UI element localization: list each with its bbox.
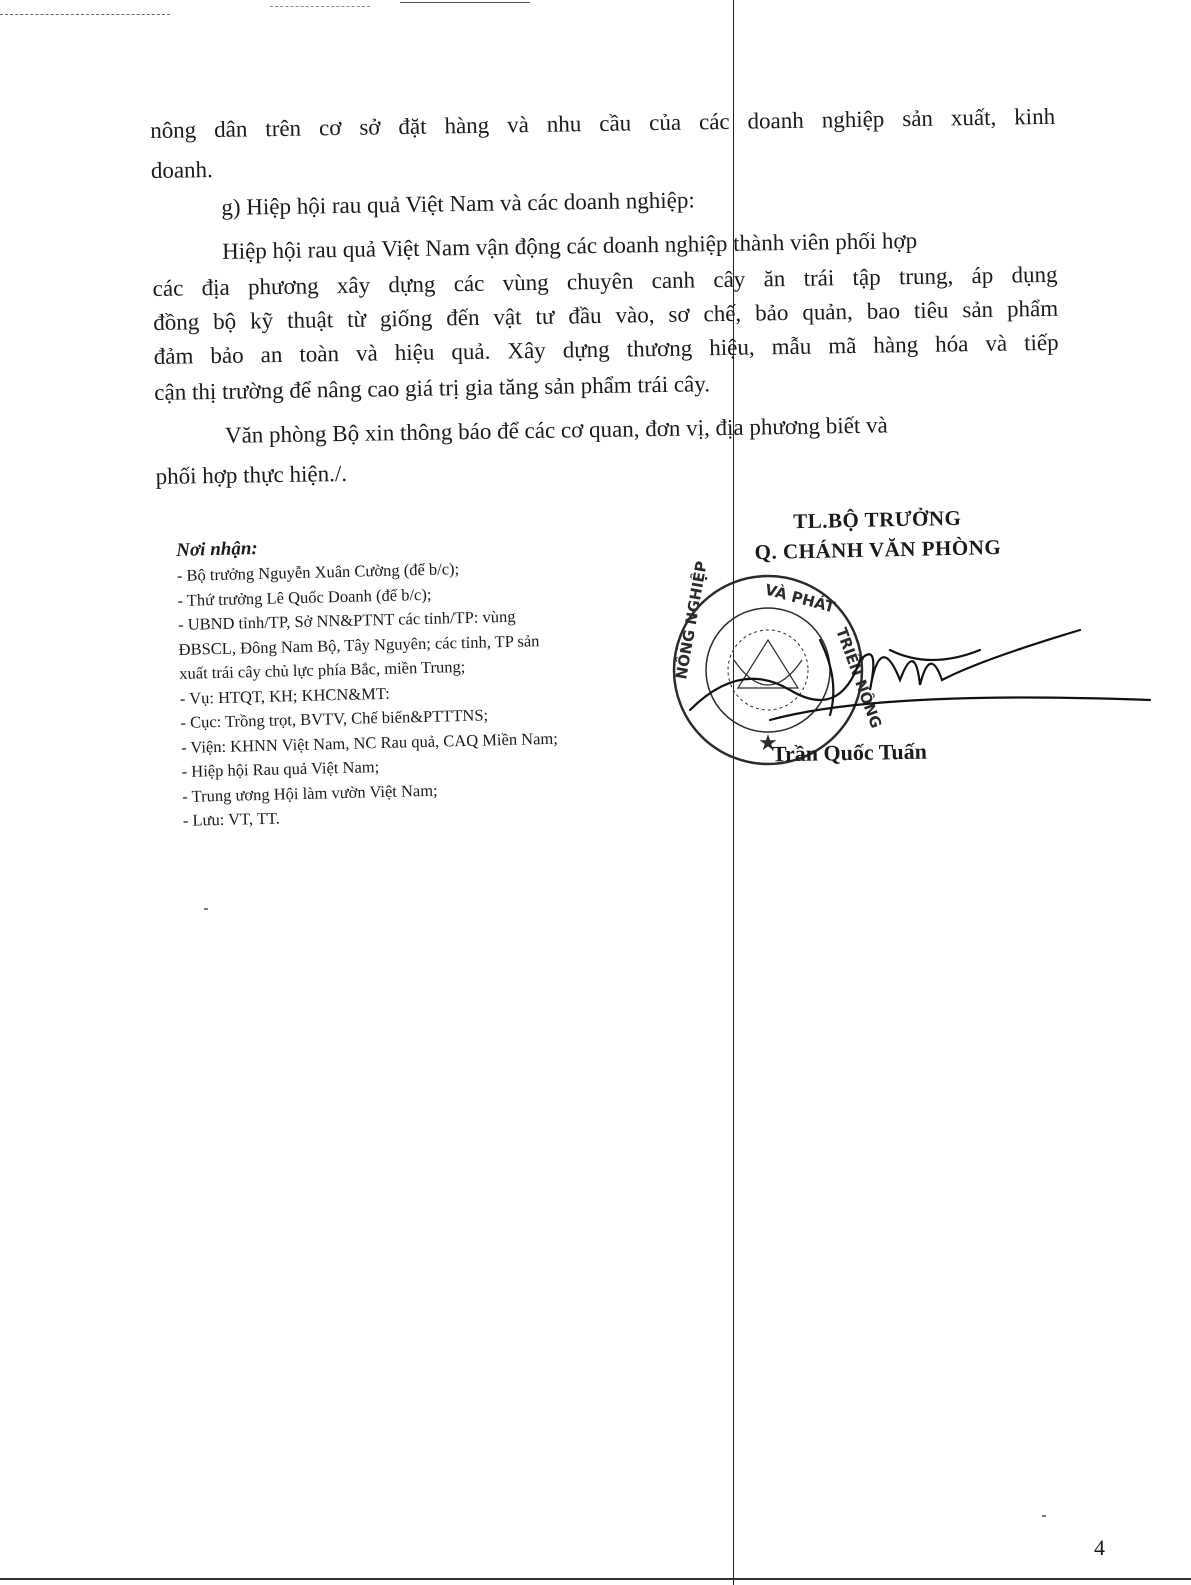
scan-artifact-dash [270, 6, 370, 7]
recipient-item: ĐBSCL, Đông Nam Bộ, Tây Nguyên; các tỉnh, TP sản [178, 630, 540, 659]
recipient-item: - UBND tỉnh/TP, Sở NN&PTNT các tỉnh/TP: vùng [177, 606, 516, 634]
page-number: 4 [1094, 1535, 1105, 1560]
svg-text:VÀ PHÁT: VÀ PHÁT [762, 580, 837, 617]
recipient-item: - Vụ: HTQT, KH; KHCN&MT: [179, 683, 390, 708]
recipient-item: - Hiệp hội Rau quả Việt Nam; [181, 757, 380, 781]
svg-text:★: ★ [758, 731, 778, 756]
scan-artifact-line [400, 2, 530, 3]
recipient-item: - Lưu: VT, TT. [182, 808, 281, 830]
signature-block [712, 501, 1043, 568]
body-line: nông dân trên cơ sở đặt hàng và nhu cầu của các doanh nghiệp sản xuất, kinh [150, 103, 1056, 143]
signer-name: Trần Quốc Tuấn [771, 738, 928, 767]
signature-title: TL.BỘ TRƯỞNG [792, 505, 962, 534]
signature-position: Q. CHÁNH VĂN PHÒNG [754, 534, 1002, 565]
body-line: Hiệp hội rau quả Việt Nam vận động các doanh nghiệp thành viên phối hợp [221, 227, 918, 264]
body-line: đảm bảo an toàn và hiệu quả. Xây dựng thương hiệu, mẫu mã hàng hóa và tiếp [153, 329, 1059, 369]
scan-speck [1042, 1515, 1046, 1517]
scan-bottom-edge [0, 1578, 1191, 1580]
recipient-item: - Viện: KHNN Việt Nam, NC Rau quả, CAQ Miền Nam; [180, 728, 559, 757]
body-line: đồng bộ kỹ thuật từ giống đến vật tư đầu vào, sơ chế, bảo quản, bao tiêu sản phẩm [153, 295, 1059, 335]
recipients-block [176, 527, 703, 833]
body-line: các địa phương xây dựng các vùng chuyên canh cây ăn trái tập trung, áp dụng [152, 261, 1058, 301]
body-line: cận thị trường để nâng cao giá trị gia tăng sản phẩm trái cây. [154, 371, 711, 405]
body-line: doanh. [150, 157, 213, 183]
closing-line: Văn phòng Bộ xin thông báo để các cơ quan, đơn vị, địa phương biết và [224, 412, 888, 448]
recipient-item: - Trung ương Hội làm vườn Việt Nam; [182, 780, 438, 806]
section-heading: g) Hiệp hội rau quả Việt Nam và các doanh nghiệp: [221, 187, 695, 220]
recipients-title: Nơi nhận: [176, 538, 258, 561]
scan-speck [204, 908, 208, 910]
scan-artifact-dash [0, 14, 170, 15]
recipient-item: - Bộ trưởng Nguyễn Xuân Cường (để b/c); [176, 559, 460, 585]
recipient-item: xuất trái cây chủ lực phía Bắc, miền Trung; [179, 656, 466, 683]
closing-line: phối hợp thực hiện./. [155, 460, 348, 489]
recipient-item: - Cục: Trồng trọt, BVTV, Chế biến&PTTTNS; [180, 705, 489, 732]
svg-text:TRIỂN NÔNG: TRIỂN NÔNG [832, 625, 886, 731]
handwritten-signature-icon [680, 620, 1160, 740]
svg-text:NÔNG NGHIỆP: NÔNG NGHIỆP [672, 559, 711, 681]
body-text [150, 103, 1059, 489]
recipient-item: - Thứ trưởng Lê Quốc Doanh (để b/c); [177, 584, 432, 610]
